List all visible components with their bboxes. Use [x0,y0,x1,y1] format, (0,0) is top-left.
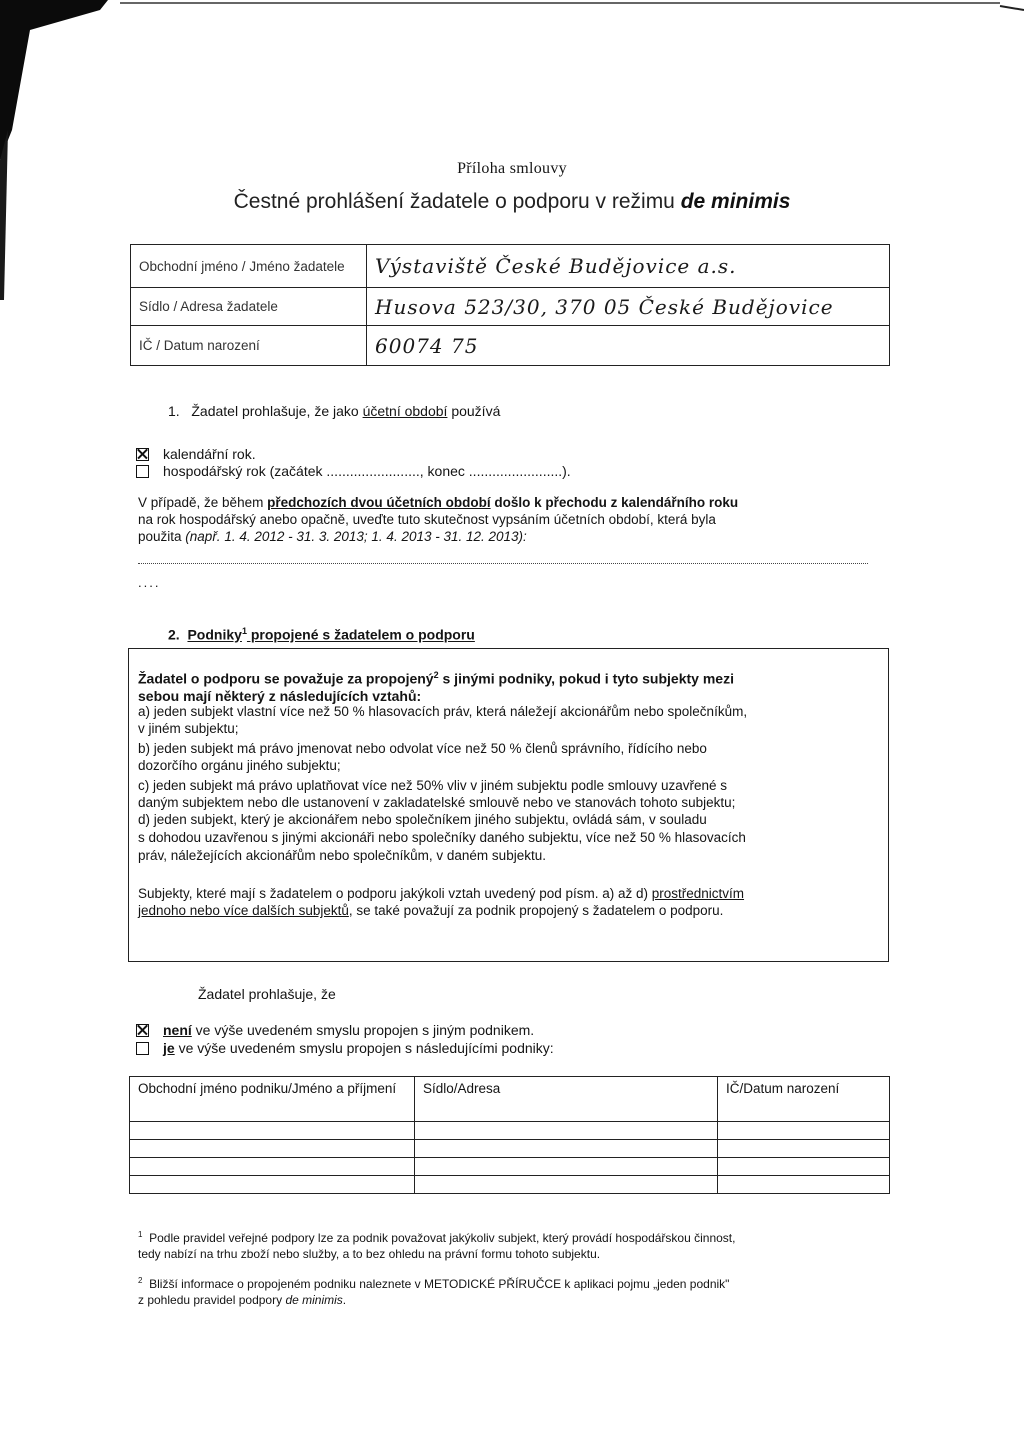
linked-enterprises-table [129,1076,890,1194]
list-item: d) jeden subjekt, který je akcionářem nebo společníkem jiného subjektu, ovládá sám, v souladu [138,812,707,827]
list-item: v jiném subjektu; [138,721,239,736]
applicant-name-label: Obchodní jméno / Jméno žadatele [131,245,367,288]
table-header-row [130,1077,890,1122]
column-header: IČ/Datum narození [718,1077,890,1122]
checkbox-unchecked[interactable] [136,465,149,478]
answer-line[interactable] [138,562,868,564]
linked-enterprises-box [128,648,889,962]
declaration-intro: Žadatel prohlašuje, že [198,986,336,1002]
applicant-id-label: IČ / Datum narození [131,326,367,366]
column-header: Sídlo/Adresa [415,1077,718,1122]
list-item: c) jeden subjekt má právo uplatňovat více než 50% vliv v jiném subjektu podle smlouvy uzavřené s [138,778,728,793]
list-item: a) jeden subjekt vlastní více než 50 % hlasovacích práv, která náležejí akcionářům nebo společníkům, [138,704,748,719]
list-item: b) jeden subjekt má právo jmenovat nebo odvolat více než 50 % členů správního, řídícího nebo [138,741,707,756]
list-item: s dohodou uzavřenou s jinými akcionáři nebo společníky daného subjektu, více než 50 % hlasovacích [138,830,746,845]
table-row [130,1158,890,1176]
linked-intro: Žadatel o podporu se považuje za propojený$^2$ s jinými podniky, pokud i tyto subjekty mezi sebou mají některý z následujících vztahů: [138,670,734,704]
checkbox-unchecked[interactable] [136,1042,149,1055]
table-row [131,245,890,288]
page-title: Čestné prohlášení žadatele o podporu v režimu de minimis [233,190,791,213]
section-2-heading: 2. Podniky$^1$ propojené s žadatelem o podporu [168,626,475,643]
table-row [131,288,890,326]
list-item: práv, náležejících akcionářům nebo společníkům, v daném subjektu. [138,848,546,863]
footnote-1: $^1$ Podle pravidel veřejné podpory lze za podnik považovat jakýkoliv subjekt, který provádí hospodářskou činnost, tedy nabízí na trhu zboží nebo služby, a to bez ohledu na právní formu tohoto subjektu. [138,1230,736,1261]
option-calendar-year[interactable]: kalendářní rok. [136,446,256,462]
checkbox-checked[interactable] [136,1024,149,1037]
applicant-name-value: Výstaviště České Budějovice a.s. [367,245,890,288]
section-1-heading: 1. Žadatel prohlašuje, že jako účetní období používá [168,403,501,419]
applicant-address-label: Sídlo / Adresa žadatele [131,288,367,326]
list-item: daným subjektem nebo dle ustanovení v zakladatelské smlouvě nebo ve stanovách tohoto subjektu; [138,795,736,810]
applicant-address-value: Husova 523/30, 370 05 České Budějovice [367,288,890,326]
option-linked[interactable]: je ve výše uvedeném smyslu propojen s následujícími podniky: [136,1040,554,1056]
option-fiscal-year[interactable]: hospodářský rok (začátek ........................, konec ........................). [136,463,571,479]
table-row [131,326,890,366]
applicant-table [130,244,890,366]
checkbox-checked[interactable] [136,448,149,461]
list-item: dozorčího orgánu jiného subjektu; [138,758,341,773]
footnote-2: $^2$ Bližší informace o propojeném podniku naleznete v METODICKÉ PŘÍRUČCE k aplikaci pojmu „jeden podnik" z pohledu pravidel podpory de minimis. [138,1276,730,1307]
annex-title: Příloha smlouvy [457,160,567,177]
column-header: Obchodní jméno podniku/Jméno a příjmení [130,1077,415,1122]
option-not-linked[interactable]: není ve výše uvedeném smyslu propojen s jiným podnikem. [136,1022,534,1038]
answer-dots: .... [138,575,161,590]
applicant-id-value: 60074 75 [367,326,890,366]
table-row [130,1176,890,1194]
table-row [130,1122,890,1140]
table-row [130,1140,890,1158]
closing-text: Subjekty, které mají s žadatelem o podporu jakýkoli vztah uvedený pod písm. a) až d) prostřednictvím jednoho nebo více dalších subjektů, se také považují za podnik propojený s žadatelem o podporu. [138,886,745,918]
period-change-text: V případě, že během předchozích dvou účetních období došlo k přechodu z kalendářního roku na rok hospodářský anebo opačně, uveďte tuto skutečnost vypsáním účetních období, která byla použita (např. 1. 4. 2012 - 31. 3. 2013; 1. 4. 2013 - 31. 12. 2013): [138,495,739,544]
